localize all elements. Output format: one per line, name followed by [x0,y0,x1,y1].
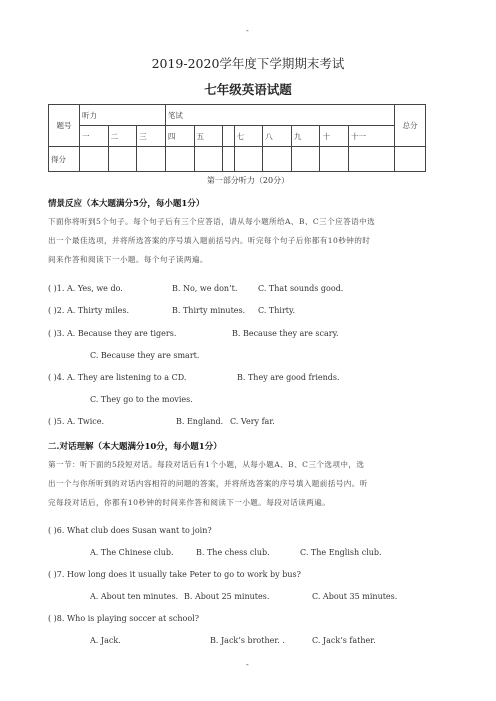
column-header: 二 [108,126,137,147]
question-5: ( )5. A. Twice. [48,417,105,426]
score-cell[interactable] [320,147,349,172]
section1-instruction-line: 下面你将听到5个句子。每个句子后有三个应答语，请从每小题所给A、B、C三个应答语中选 [48,217,376,226]
question-3-option-c: C. Because they are smart. [90,351,200,360]
question-4: ( )4. A. They are listening to a CD. [48,373,187,382]
score-cell[interactable] [263,147,292,172]
question-2-option-b: B. Thirty minutes. [172,306,246,315]
exam-subtitle: 七年级英语试题 [204,82,292,97]
question-1-option-b: B. No, we don’t. [172,284,238,293]
question-7-option-b: B. About 25 minutes. [184,592,270,601]
header-mark: - [246,26,249,35]
score-cell[interactable] [194,147,223,172]
question-1: ( )1. A. Yes, we do. [48,284,123,293]
column-header: 五 [194,126,223,147]
item-number-label: 题号 [49,105,80,147]
score-cell[interactable] [349,147,395,172]
written-header: 笔试 [165,105,394,126]
score-cell[interactable] [291,147,320,172]
question-7-option-c: C. About 35 minutes. [312,592,398,601]
question-4-option-b: B. They are good friends. [237,373,340,382]
footer-mark: - [246,660,249,669]
question-2-option-c: C. Thirty. [258,306,296,315]
section1-heading: 情景反应（本大题满分5分，每小题1分） [48,199,205,209]
column-header: 四 [165,126,194,147]
exam-title: 2019-2020学年度下学期期末考试 [151,56,345,71]
column-header: 八 [263,126,292,147]
column-header: 三 [137,126,166,147]
question-6-option-c: C. The English club. [300,548,382,557]
total-score-label: 总分 [395,105,426,147]
score-cell[interactable] [223,147,234,172]
score-cell[interactable] [137,147,166,172]
score-cell[interactable] [234,147,263,172]
section2-heading: 二.对话理解（本大题满分10分，每小题1分） [48,442,222,452]
question-1-option-c: C. That sounds good. [258,284,344,293]
column-header [223,126,234,147]
question-8: ( )8. Who is playing soccer at school? [48,614,199,623]
question-3-option-b: B. Because they are scary. [232,329,339,338]
score-cell[interactable] [108,147,137,172]
question-6: ( )6. What club does Susan want to join? [48,526,212,535]
column-header: 一 [80,126,109,147]
score-cell[interactable] [165,147,194,172]
column-header: 十一 [349,126,395,147]
question-5-option-c: C. Very far. [230,417,275,426]
score-table [48,104,426,172]
question-6-option-a: A. The Chinese club. [90,548,174,557]
section2-instruction-line: 完每段对话后，你都有10秒钟的时间来作答和阅读下一小题。每段对话读两遍。 [48,498,331,507]
question-5-option-b: B. England. [176,417,224,426]
question-8-option-b: B. Jack’s brother. . [210,636,285,645]
question-8-option-c: C. Jack’s father. [312,636,376,645]
question-7: ( )7. How long does it usually take Peter to go to work by bus? [48,570,301,579]
section1-instruction-line: 出一个最佳选项，并将所选答案的序号填入题前括号内。听完每个句子后你都有10秒钟的时 [48,236,371,245]
section1-instruction-line: 间来作答和阅读下一小题。每个句子读两遍。 [48,255,208,264]
listening-header: 听力 [80,105,166,126]
question-4-option-c: C. They go to the movies. [90,395,193,404]
question-6-option-b: B. The chess club. [196,548,270,557]
part-one-heading: 第一部分听力（20分） [206,176,290,185]
question-3: ( )3. A. Because they are tigers. [48,329,177,338]
question-8-option-a: A. Jack. [90,636,121,645]
question-7-option-a: A. About ten minutes. [90,592,179,601]
column-header: 七 [234,126,263,147]
column-header: 十 [320,126,349,147]
question-2: ( )2. A. Thirty miles. [48,306,130,315]
section2-instruction-line: 第一节：听下面的5段短对话。每段对话后有1个小题，从每小题A、B、C三个选项中，选 [48,460,365,469]
score-row-label: 得分 [49,147,80,172]
column-header: 九 [291,126,320,147]
score-cell[interactable] [395,147,426,172]
score-cell[interactable] [80,147,109,172]
section2-instruction-line: 出一个与你所听到的对话内容相符的问题的答案，并将所选答案的序号填入题前括号内。听 [48,479,368,488]
